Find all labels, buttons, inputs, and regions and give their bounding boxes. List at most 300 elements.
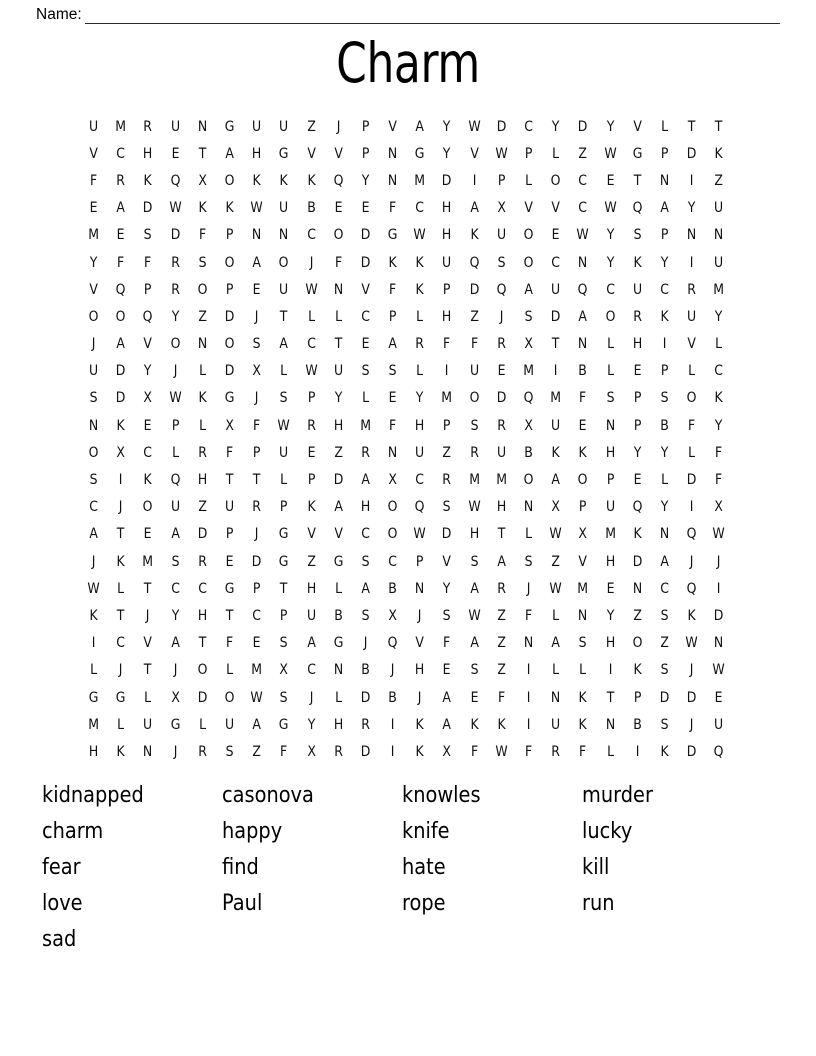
grid-letter[interactable]: W [277, 417, 291, 434]
grid-letter[interactable]: D [442, 526, 452, 543]
grid-letter[interactable]: G [224, 580, 235, 597]
word-list-item[interactable]: fear [42, 855, 81, 880]
grid-letter[interactable]: R [252, 499, 262, 516]
grid-letter[interactable]: H [306, 580, 316, 597]
grid-letter[interactable]: B [361, 662, 370, 679]
grid-letter[interactable]: M [523, 363, 534, 380]
grid-letter[interactable]: Z [252, 743, 261, 760]
grid-letter[interactable]: L [579, 662, 587, 679]
grid-letter[interactable]: O [523, 254, 534, 271]
grid-letter[interactable]: M [115, 118, 127, 135]
grid-letter[interactable]: Z [497, 635, 506, 652]
grid-letter[interactable]: D [197, 526, 208, 543]
grid-letter[interactable]: C [170, 580, 180, 597]
grid-letter[interactable]: E [633, 363, 642, 380]
grid-letter[interactable]: O [605, 308, 616, 325]
grid-letter[interactable]: N [523, 635, 534, 652]
grid-letter[interactable]: U [279, 281, 289, 298]
grid-letter[interactable]: A [551, 472, 561, 489]
grid-letter[interactable]: N [714, 635, 724, 652]
grid-letter[interactable]: P [660, 363, 669, 380]
grid-letter[interactable]: D [170, 227, 180, 244]
grid-letter[interactable]: L [416, 363, 424, 380]
grid-letter[interactable]: H [197, 607, 208, 624]
grid-letter[interactable]: L [361, 390, 369, 407]
grid-letter[interactable]: J [309, 254, 313, 271]
grid-letter[interactable]: X [524, 417, 533, 434]
grid-letter[interactable]: U [496, 444, 506, 461]
grid-letter[interactable]: K [198, 200, 207, 217]
grid-letter[interactable]: Y [687, 200, 696, 217]
grid-letter[interactable]: O [88, 444, 99, 461]
grid-letter[interactable]: X [524, 336, 533, 353]
grid-letter[interactable]: Z [469, 308, 479, 325]
grid-letter[interactable]: L [144, 689, 152, 706]
grid-letter[interactable]: L [552, 145, 560, 162]
grid-letter[interactable]: U [89, 118, 99, 135]
grid-letter[interactable]: Q [578, 281, 588, 298]
grid-letter[interactable]: N [659, 526, 670, 543]
grid-letter[interactable]: U [551, 281, 561, 298]
grid-letter[interactable]: Q [686, 580, 697, 597]
grid-letter[interactable]: F [253, 417, 261, 434]
grid-letter[interactable]: E [579, 417, 587, 434]
grid-letter[interactable]: D [360, 227, 371, 244]
grid-letter[interactable]: S [470, 553, 479, 570]
grid-letter[interactable]: P [579, 499, 587, 516]
grid-letter[interactable]: O [550, 172, 561, 189]
grid-letter[interactable]: T [334, 336, 343, 353]
grid-letter[interactable]: K [633, 254, 642, 271]
grid-letter[interactable]: J [173, 662, 177, 679]
grid-letter[interactable]: X [143, 390, 153, 407]
grid-letter[interactable]: W [304, 281, 318, 298]
grid-letter[interactable]: V [306, 145, 316, 162]
grid-letter[interactable]: P [443, 281, 451, 298]
grid-letter[interactable]: B [660, 417, 669, 434]
grid-letter[interactable]: J [146, 607, 150, 624]
grid-letter[interactable]: K [415, 254, 424, 271]
grid-letter[interactable]: N [605, 417, 615, 434]
grid-letter[interactable]: E [361, 336, 370, 353]
grid-letter[interactable]: F [443, 336, 451, 353]
grid-letter[interactable]: N [714, 227, 724, 244]
grid-letter[interactable]: I [118, 472, 123, 489]
grid-letter[interactable]: C [660, 281, 669, 298]
grid-letter[interactable]: A [524, 281, 533, 298]
grid-letter[interactable]: P [524, 145, 533, 162]
grid-letter[interactable]: Y [551, 118, 560, 135]
grid-letter[interactable]: Y [361, 172, 370, 189]
grid-letter[interactable]: F [715, 444, 723, 461]
grid-letter[interactable]: E [361, 200, 370, 217]
grid-letter[interactable]: O [578, 472, 588, 489]
grid-letter[interactable]: G [415, 145, 425, 162]
grid-letter[interactable]: X [170, 689, 180, 706]
grid-letter[interactable]: E [252, 635, 261, 652]
grid-letter[interactable]: R [415, 336, 425, 353]
grid-letter[interactable]: P [660, 227, 669, 244]
grid-letter[interactable]: E [225, 553, 234, 570]
grid-letter[interactable]: X [116, 444, 126, 461]
grid-letter[interactable]: C [605, 281, 615, 298]
grid-letter[interactable]: K [415, 281, 424, 298]
grid-letter[interactable]: W [495, 743, 508, 760]
grid-letter[interactable]: X [497, 200, 506, 217]
grid-letter[interactable]: U [714, 200, 724, 217]
grid-letter[interactable]: J [118, 662, 123, 679]
grid-letter[interactable]: K [578, 444, 588, 461]
grid-letter[interactable]: F [579, 743, 587, 760]
grid-letter[interactable]: U [551, 417, 561, 434]
grid-letter[interactable]: E [252, 281, 261, 298]
grid-letter[interactable]: I [526, 716, 531, 733]
grid-letter[interactable]: V [415, 635, 425, 652]
grid-letter[interactable]: A [89, 526, 98, 543]
grid-letter[interactable]: P [361, 118, 370, 135]
grid-letter[interactable]: I [553, 363, 558, 380]
grid-letter[interactable]: L [606, 363, 614, 380]
grid-letter[interactable]: T [280, 308, 288, 325]
grid-letter[interactable]: O [143, 499, 153, 516]
grid-letter[interactable]: S [660, 390, 669, 407]
grid-letter[interactable]: J [499, 308, 504, 325]
grid-letter[interactable]: C [660, 580, 669, 597]
grid-letter[interactable]: Y [606, 254, 614, 271]
grid-letter[interactable]: U [714, 716, 724, 733]
grid-letter[interactable]: T [116, 607, 125, 624]
grid-letter[interactable]: Q [713, 743, 724, 760]
grid-letter[interactable]: L [198, 363, 206, 380]
grid-letter[interactable]: N [551, 689, 561, 706]
grid-letter[interactable]: U [605, 499, 615, 516]
grid-letter[interactable]: M [468, 472, 480, 489]
grid-letter[interactable]: L [171, 444, 179, 461]
grid-letter[interactable]: V [551, 200, 561, 217]
grid-letter[interactable]: T [116, 526, 125, 543]
grid-letter[interactable]: L [280, 472, 288, 489]
grid-letter[interactable]: D [224, 363, 235, 380]
grid-letter[interactable]: D [360, 254, 371, 271]
grid-letter[interactable]: S [470, 662, 479, 679]
grid-letter[interactable]: C [143, 444, 153, 461]
grid-letter[interactable]: L [90, 662, 98, 679]
grid-letter[interactable]: D [659, 689, 670, 706]
grid-letter[interactable]: K [306, 172, 316, 189]
grid-letter[interactable]: K [551, 444, 560, 461]
grid-letter[interactable]: U [143, 716, 153, 733]
grid-letter[interactable]: M [496, 472, 507, 489]
grid-letter[interactable]: G [279, 526, 289, 543]
grid-letter[interactable]: S [252, 336, 261, 353]
grid-letter[interactable]: H [605, 444, 615, 461]
grid-letter[interactable]: T [225, 607, 234, 624]
grid-letter[interactable]: D [197, 689, 208, 706]
grid-letter[interactable]: D [686, 145, 697, 162]
grid-letter[interactable]: R [198, 444, 207, 461]
grid-letter[interactable]: T [198, 635, 207, 652]
grid-letter[interactable]: K [143, 472, 153, 489]
grid-letter[interactable]: N [252, 227, 262, 244]
grid-letter[interactable]: L [117, 580, 125, 597]
grid-letter[interactable]: Z [306, 118, 316, 135]
grid-letter[interactable]: F [470, 743, 478, 760]
grid-letter[interactable]: F [579, 390, 587, 407]
grid-letter[interactable]: H [197, 472, 208, 489]
grid-letter[interactable]: E [443, 662, 451, 679]
grid-letter[interactable]: A [361, 472, 370, 489]
grid-letter[interactable]: G [224, 118, 235, 135]
grid-letter[interactable]: M [577, 580, 589, 597]
grid-letter[interactable]: N [605, 716, 615, 733]
grid-letter[interactable]: B [578, 363, 588, 380]
grid-letter[interactable]: I [717, 580, 721, 597]
grid-letter[interactable]: Z [198, 499, 207, 516]
grid-letter[interactable]: Y [660, 444, 669, 461]
grid-letter[interactable]: H [360, 499, 371, 516]
grid-letter[interactable]: E [144, 417, 152, 434]
grid-letter[interactable]: Z [497, 662, 506, 679]
grid-letter[interactable]: O [387, 526, 398, 543]
grid-letter[interactable]: R [687, 281, 697, 298]
grid-letter[interactable]: J [363, 635, 368, 652]
grid-letter[interactable]: M [550, 390, 562, 407]
grid-letter[interactable]: S [361, 553, 370, 570]
grid-letter[interactable]: F [389, 281, 397, 298]
grid-letter[interactable]: X [306, 743, 316, 760]
word-list-item[interactable]: love [42, 891, 83, 916]
grid-letter[interactable]: S [524, 308, 533, 325]
grid-letter[interactable]: L [334, 580, 342, 597]
word-list-item[interactable]: Paul [222, 891, 263, 916]
grid-letter[interactable]: L [525, 172, 533, 189]
grid-letter[interactable]: V [89, 145, 98, 162]
grid-letter[interactable]: A [279, 336, 289, 353]
grid-letter[interactable]: J [418, 689, 422, 706]
grid-letter[interactable]: Q [523, 390, 534, 407]
grid-letter[interactable]: V [143, 336, 153, 353]
grid-letter[interactable]: J [717, 553, 721, 570]
grid-letter[interactable]: D [496, 390, 507, 407]
grid-letter[interactable]: U [252, 118, 262, 135]
grid-letter[interactable]: E [633, 472, 642, 489]
grid-letter[interactable]: D [360, 743, 371, 760]
grid-letter[interactable]: N [387, 444, 398, 461]
grid-letter[interactable]: A [170, 526, 180, 543]
grid-letter[interactable]: L [552, 662, 560, 679]
grid-letter[interactable]: C [714, 363, 724, 380]
grid-letter[interactable]: P [307, 390, 315, 407]
grid-letter[interactable]: N [578, 607, 588, 624]
grid-letter[interactable]: Z [660, 635, 669, 652]
grid-letter[interactable]: V [442, 553, 452, 570]
grid-letter[interactable]: C [361, 308, 370, 325]
grid-letter[interactable]: U [224, 499, 235, 516]
grid-letter[interactable]: D [115, 363, 126, 380]
grid-letter[interactable]: U [170, 118, 180, 135]
grid-letter[interactable]: R [633, 308, 642, 325]
grid-letter[interactable]: I [608, 662, 612, 679]
grid-letter[interactable]: S [579, 635, 587, 652]
grid-letter[interactable]: Y [606, 607, 614, 624]
grid-letter[interactable]: D [469, 281, 480, 298]
grid-letter[interactable]: R [361, 444, 370, 461]
grid-letter[interactable]: D [115, 390, 126, 407]
grid-letter[interactable]: Z [578, 145, 588, 162]
grid-letter[interactable]: Q [632, 499, 643, 516]
grid-letter[interactable]: C [415, 472, 425, 489]
grid-letter[interactable]: B [333, 607, 343, 624]
grid-letter[interactable]: T [225, 472, 234, 489]
grid-letter[interactable]: J [91, 336, 96, 353]
grid-letter[interactable]: R [469, 444, 479, 461]
grid-letter[interactable]: W [87, 580, 100, 597]
word-list-item[interactable]: knife [402, 819, 450, 844]
grid-letter[interactable]: W [413, 227, 427, 244]
grid-letter[interactable]: W [468, 118, 481, 135]
grid-letter[interactable]: U [279, 200, 289, 217]
grid-letter[interactable]: H [605, 553, 615, 570]
grid-letter[interactable]: F [389, 417, 397, 434]
grid-letter[interactable]: F [280, 743, 288, 760]
grid-letter[interactable]: H [442, 227, 452, 244]
grid-letter[interactable]: V [633, 118, 642, 135]
grid-letter[interactable]: U [333, 363, 343, 380]
grid-letter[interactable]: O [387, 499, 398, 516]
grid-letter[interactable]: M [713, 281, 725, 298]
grid-letter[interactable]: P [633, 417, 642, 434]
grid-letter[interactable]: E [334, 200, 343, 217]
grid-letter[interactable]: B [524, 444, 533, 461]
grid-letter[interactable]: E [307, 444, 316, 461]
grid-letter[interactable]: I [526, 689, 531, 706]
grid-letter[interactable]: O [224, 172, 235, 189]
grid-letter[interactable]: T [633, 172, 642, 189]
grid-letter[interactable]: Q [170, 172, 181, 189]
grid-letter[interactable]: L [334, 308, 342, 325]
grid-letter[interactable]: I [445, 363, 449, 380]
grid-letter[interactable]: O [224, 254, 235, 271]
grid-letter[interactable]: K [388, 254, 397, 271]
grid-letter[interactable]: H [442, 200, 452, 217]
grid-letter[interactable]: M [142, 553, 154, 570]
grid-letter[interactable]: W [304, 363, 318, 380]
grid-letter[interactable]: Z [714, 172, 724, 189]
grid-letter[interactable]: D [333, 472, 344, 489]
grid-letter[interactable]: O [523, 227, 534, 244]
grid-letter[interactable]: H [252, 145, 262, 162]
grid-letter[interactable]: U [632, 281, 642, 298]
grid-letter[interactable]: Y [443, 580, 451, 597]
grid-letter[interactable]: C [252, 607, 262, 624]
grid-letter[interactable]: E [551, 227, 560, 244]
grid-letter[interactable]: G [170, 716, 180, 733]
grid-letter[interactable]: Z [442, 444, 452, 461]
grid-letter[interactable]: S [606, 390, 615, 407]
grid-letter[interactable]: C [306, 227, 316, 244]
grid-letter[interactable]: S [279, 689, 288, 706]
grid-letter[interactable]: R [170, 281, 180, 298]
grid-letter[interactable]: Z [306, 553, 316, 570]
grid-letter[interactable]: K [198, 390, 207, 407]
grid-letter[interactable]: C [415, 200, 425, 217]
grid-letter[interactable]: V [306, 526, 316, 543]
grid-letter[interactable]: N [197, 118, 208, 135]
grid-letter[interactable]: J [336, 118, 341, 135]
grid-letter[interactable]: R [116, 172, 126, 189]
grid-letter[interactable]: X [442, 743, 452, 760]
grid-letter[interactable]: F [497, 689, 505, 706]
grid-letter[interactable]: K [660, 743, 669, 760]
grid-letter[interactable]: A [334, 499, 343, 516]
grid-letter[interactable]: A [660, 200, 669, 217]
grid-letter[interactable]: U [170, 499, 180, 516]
grid-letter[interactable]: K [633, 526, 642, 543]
grid-letter[interactable]: I [526, 662, 531, 679]
grid-letter[interactable]: Y [715, 417, 723, 434]
grid-letter[interactable]: D [686, 472, 697, 489]
word-list-item[interactable]: lucky [582, 819, 633, 844]
grid-letter[interactable]: K [687, 607, 696, 624]
grid-letter[interactable]: J [118, 499, 123, 516]
grid-letter[interactable]: L [307, 308, 315, 325]
grid-letter[interactable]: X [225, 417, 234, 434]
grid-letter[interactable]: G [279, 145, 289, 162]
grid-letter[interactable]: Z [551, 553, 561, 570]
grid-letter[interactable]: O [197, 281, 208, 298]
grid-letter[interactable]: K [714, 145, 723, 162]
grid-letter[interactable]: M [441, 390, 453, 407]
grid-letter[interactable]: V [687, 336, 696, 353]
grid-letter[interactable]: U [714, 254, 724, 271]
grid-letter[interactable]: F [144, 254, 152, 271]
grid-letter[interactable]: A [660, 553, 669, 570]
grid-letter[interactable]: A [361, 580, 370, 597]
grid-letter[interactable]: V [89, 281, 98, 298]
grid-letter[interactable]: O [170, 336, 181, 353]
grid-letter[interactable]: T [687, 118, 696, 135]
grid-letter[interactable]: N [578, 254, 588, 271]
grid-letter[interactable]: B [388, 580, 397, 597]
grid-letter[interactable]: C [578, 200, 588, 217]
grid-letter[interactable]: L [715, 336, 723, 353]
grid-letter[interactable]: N [687, 227, 697, 244]
grid-letter[interactable]: Z [334, 444, 343, 461]
grid-letter[interactable]: D [550, 308, 561, 325]
grid-letter[interactable]: C [116, 635, 126, 652]
grid-letter[interactable]: O [224, 336, 235, 353]
word-list-item[interactable]: charm [42, 819, 104, 844]
grid-letter[interactable]: E [470, 689, 479, 706]
grid-letter[interactable]: Y [416, 390, 424, 407]
grid-letter[interactable]: T [144, 662, 152, 679]
grid-letter[interactable]: J [689, 553, 694, 570]
grid-letter[interactable]: K [252, 172, 261, 189]
grid-letter[interactable]: P [497, 172, 506, 189]
word-list-item[interactable]: find [222, 855, 259, 880]
grid-letter[interactable]: P [252, 444, 261, 461]
grid-letter[interactable]: P [633, 689, 642, 706]
grid-letter[interactable]: W [685, 635, 698, 652]
grid-letter[interactable]: O [224, 689, 235, 706]
grid-letter[interactable]: O [523, 472, 534, 489]
grid-letter[interactable]: R [143, 118, 153, 135]
word-list-item[interactable]: casonova [222, 783, 314, 808]
word-list-item[interactable]: sad [42, 927, 77, 952]
grid-letter[interactable]: M [604, 526, 616, 543]
grid-letter[interactable]: W [168, 200, 182, 217]
grid-letter[interactable]: R [306, 417, 316, 434]
